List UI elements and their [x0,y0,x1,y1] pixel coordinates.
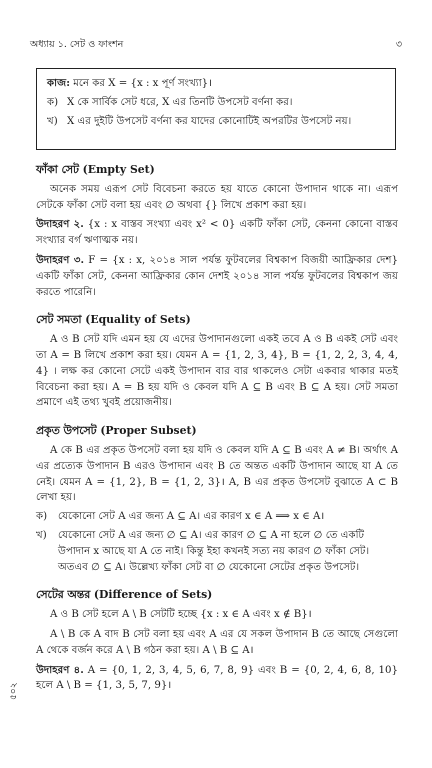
task-item-label: খ) [47,115,58,127]
list-item [36,509,398,525]
difference-heading: সেটের অন্তর (Difference of Sets) [36,588,213,602]
example-3-text: F = {x : x, ২০১৪ সাল পর্যন্ত ফুটবলের বিশ্বকাপ বিজয়ী আফ্রিকার দেশ} একটি ফাঁকা সেট, কেননা আফ্রিকার কোন দেশই ২০১৪ সাল পর্যন্ত ফুটবলের বিশ্বকাপ জয় করতে পারেনি। [36,254,398,298]
example-3-label: উদাহরণ ৩. [36,253,85,266]
difference-line-1: A ও B সেট হলে A \ B সেটটি হচ্ছে {x : x ∈ A এবং x ∉ B}। [50,609,312,621]
task-intro: মনে কর X = {x : x পূর্ণ সংখ্যা}। [73,78,213,89]
proper-subset-body: A কে B এর প্রকৃত উপসেট বলা হয় যদি ও কেবল যদি A ⊆ B এবং A ≠ B। অর্থাৎ A এর প্রত্যেক উপাদান B এরও উপাদান এবং B তে অন্তত একটি উপাদান আছে যা A তে নেই। যেমন A = {1, 2}, B = {1, 2, 3}। A, B এর প্রকৃত উপসেট বুঝাতে A ⊂ B লেখা হয়। [36,444,398,504]
example-4-label: উদাহরণ ৪. [36,663,84,676]
empty-set-body: অনেক সময় এরূপ সেট বিবেচনা করতে হয় যাতে কোনো উপাদান থাকে না। এরূপ সেটকে ফাঁকা সেট বলা হয় এবং ∅ অথবা {} লিখে প্রকাশ করা হয়। [36,183,398,211]
page-header [30,38,402,52]
example-4 [36,663,398,695]
difference-line-2: A \ B কে A বাদ B সেট বলা হয় এবং A এর যে সকল উপাদান B তে আছে সেগুলো A থেকে বর্জন করে A \ B গঠন করা হয়। A \ B ⊆ A। [36,629,398,656]
example-2 [36,217,398,249]
list-item-text: যেকোনো সেট A এর জন্য ∅ ⊆ A। এর কারণ ∅ ⊆ A না হলে ∅ তে একটি উপাদান x আছে যা A তে নাই। কিন্তু ইহা কখনই সত্য নয় কারণ ∅ ফাঁকা সেট। অতএব ∅ ⊆ A। উল্লেখ্য ফাঁকা সেট বা ∅ যেকোনো সেটের প্রকৃত উপসেট। [58,530,370,573]
equality-body: A ও B সেট যদি এমন হয় যে এদের উপাদানগুলো একই তবে A ও B একই সেট এবং তা A = B লিখে প্রকাশ করা হয়। যেমন A = {1, 2, 3, 4}, B = {1, 2, 2, 3, 4, 4, 4} । লক্ষ কর কোনো সেটে একই উপাদান বার বার থাকলেও সেটা একবার থাকার মতই বিবেচনা করা হয়। A = B হয় যদি ও কেবল যদি A ⊆ B এবং B ⊆ A হয়। সেট সমতা প্রমাণে এই তথ্য খুবই প্রয়োজনীয়। [36,334,398,409]
difference-section [36,587,398,694]
chapter-title: অধ্যায় ১. সেট ও ফাংশন [30,39,124,50]
task-item-text: X কে সার্বিক সেট ধরে, X এর তিনটি উপসেট বর্ণনা কর। [67,96,293,108]
task-item [47,114,385,130]
list-item-label: ক) [36,511,48,523]
proper-subset-heading: প্রকৃত উপসেট (Proper Subset) [36,424,197,438]
list-item [36,528,398,575]
example-3 [36,253,398,300]
task-box [36,68,396,150]
side-page-number: ৫০২ [9,682,19,700]
example-4-text: A = {0, 1, 2, 3, 4, 5, 6, 7, 8, 9} এবং B = {0, 2, 4, 6, 8, 10} হলে A \ B = {1, 3, 5, 7, 9}। [36,664,399,692]
example-2-label: উদাহরণ ২. [36,218,84,231]
page-number: ৩ [395,39,402,50]
task-item-label: ক) [47,96,59,108]
equality-section [36,312,398,411]
equality-heading: সেট সমতা (Equality of Sets) [36,313,191,327]
example-2-text: {x : x বাস্তব সংখ্যা এবং x² < 0} একটি ফাঁকা সেট, কেননা কোনো বাস্তব সংখ্যার বর্গ ঋণাত্মক নয়। [36,219,398,247]
task-intro-line [47,76,385,92]
task-item-text: X এর দুইটি উপসেট বর্ণনা কর যাদের কোনোটিই অপরটির উপসেট নয়। [67,115,352,127]
task-title: কাজ: [47,77,70,89]
page-content [36,162,398,694]
task-item [47,95,385,111]
list-item-label: খ) [36,530,47,542]
empty-set-heading: ফাঁকা সেট (Empty Set) [36,163,155,176]
list-item-text: যেকোনো সেট A এর জন্য A ⊆ A। এর কারণ x ∈ A ⟹ x ∈ A। [58,511,325,523]
proper-subset-section [36,423,398,575]
